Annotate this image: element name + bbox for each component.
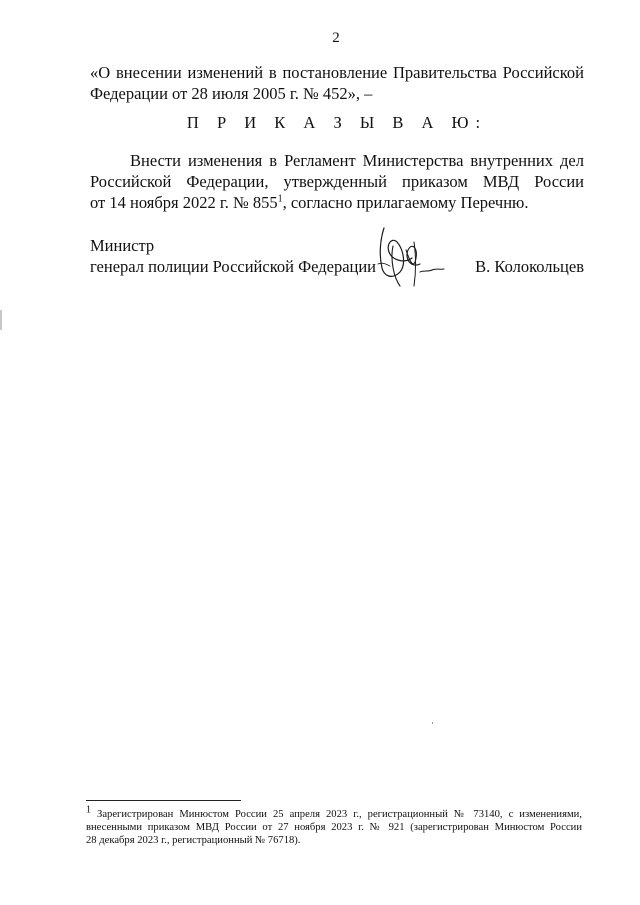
footnote-separator [86,800,241,801]
handwritten-signature-icon [370,220,450,292]
order-line-3-tail: , согласно прилагаемому Перечню. [282,193,529,212]
order-body-paragraph [90,150,584,213]
footnote-line-2: внесенными приказом МВД России от 27 ноября 2023 г. № 921 (зарегистрирован Минюстом России [86,822,582,833]
signature-block [90,235,584,277]
order-line-3 [90,192,584,213]
signer-title-line-1: Министр [90,236,155,255]
intro-line-1: «О внесении изменений в постановление Правительства Российской [90,63,584,82]
signer-name: В. Колокольцев [475,257,584,276]
scan-speck [432,722,433,724]
signer-title-line-2: генерал полиции Российской Федерации [90,257,377,276]
footnote-reference: 1 [277,193,283,205]
page-number: 2 [332,30,340,46]
order-heading: П Р И К А З Ы В А Ю: [186,113,488,132]
order-line-1: Внести изменения в Регламент Министерства внутренних дел [130,151,584,170]
footnote-line-3: 28 декабря 2023 г., регистрационный № 76718). [86,835,301,846]
intro-line-2: Федерации от 28 июля 2005 г. № 452», – [90,84,373,103]
footnote-marker: 1 [86,804,91,816]
footnote-line-1-text: Зарегистрирован Минюстом России 25 апреля 2023 г., регистрационный № 73140, с изменениями, [97,809,583,820]
order-line-2: Российской Федерации, утвержденный приказом МВД России [90,172,584,191]
intro-paragraph [90,62,584,104]
scan-edge-mark [0,310,2,330]
footnote [86,804,583,847]
order-line-3-text: от 14 ноября 2022 г. № 855 [90,193,278,212]
footnote-line-1 [86,804,583,821]
